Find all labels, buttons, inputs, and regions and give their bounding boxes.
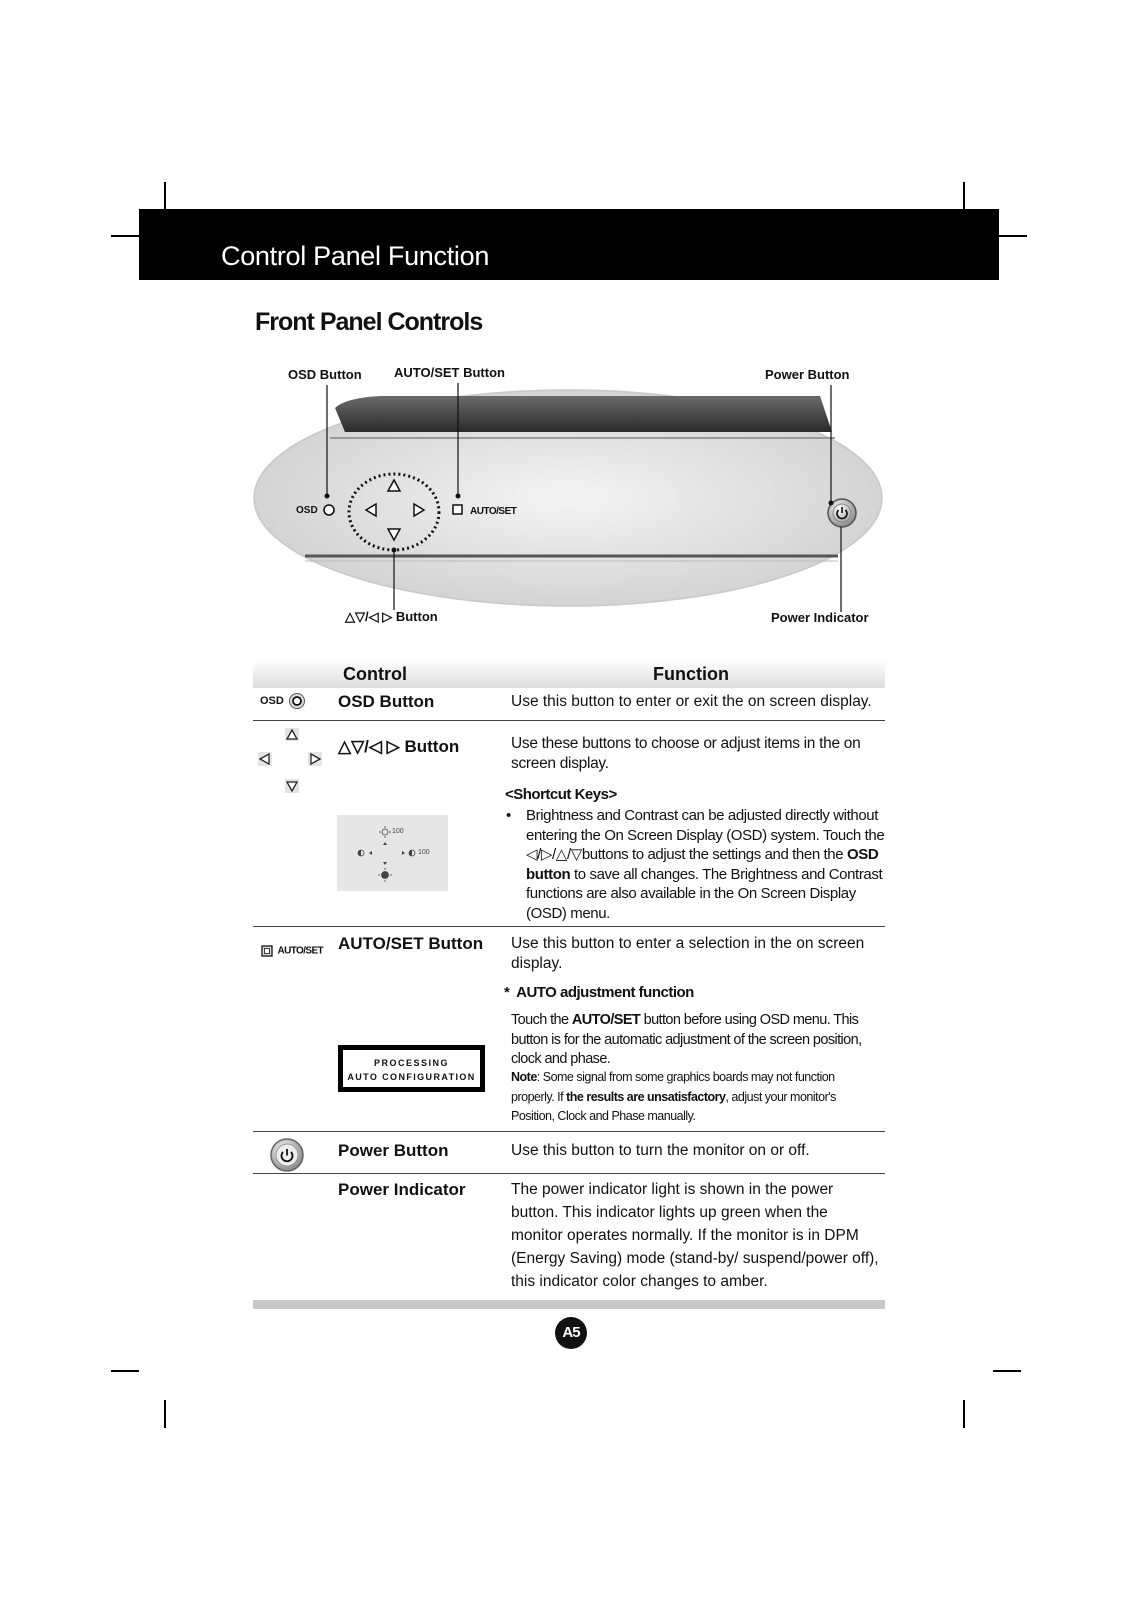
- section-title: Front Panel Controls: [255, 308, 483, 336]
- osd-button-callout: OSD Button: [288, 367, 362, 382]
- arrows-control-name: △▽/◁ ▷ Button: [338, 737, 460, 756]
- brightness-value: 100: [392, 828, 404, 835]
- control-column-header: Control: [343, 664, 407, 684]
- auto-configuration-label: AUTO CONFIGURATION: [347, 1072, 476, 1082]
- arrows-function-text: Use these buttons to choose or adjust items in the on screen display.: [511, 735, 861, 772]
- arrow-keys-icon: [256, 725, 330, 797]
- processing-label: PROCESSING: [373, 1058, 449, 1068]
- brightness-contrast-panel: [337, 815, 448, 891]
- power-function-text: Use this button to turn the monitor on or off.: [511, 1142, 810, 1159]
- shortcut-keys-bullet: [506, 806, 886, 923]
- note-text-bold: the results are unsatisfactory: [566, 1089, 726, 1104]
- note-text-part: : Some signal from some graphics boards may not function properly. If: [511, 1070, 835, 1104]
- row-divider: [253, 1131, 885, 1132]
- screen-bezel: [335, 396, 832, 432]
- power-indicator-function-text: The power indicator light is shown in the power button. This indicator lights up green when the monitor operates normally. If the monitor is in DPM (Energy Saving) mode (stand-by/ suspend/power off), this indicator color changes to amber.: [511, 1181, 879, 1290]
- auto-set-icon-label: AUTO/SET: [277, 945, 324, 957]
- bullet-mark: •: [506, 807, 511, 824]
- auto-set-row-icon: [261, 942, 323, 960]
- auto-text-bold: AUTO/SET: [571, 1012, 641, 1028]
- shortcut-keys-text: [526, 806, 886, 923]
- function-column-header: Function: [653, 664, 729, 684]
- power-control-name: Power Button: [338, 1141, 449, 1160]
- osd-button-icon: [288, 692, 306, 710]
- auto-text-part: button before using OSD menu. This button is for the automatic adjustment of the screen position, clock and phase.: [511, 1012, 862, 1067]
- osd-row-icon: [260, 692, 306, 710]
- osd-icon-label: OSD: [260, 695, 284, 707]
- auto-set-square: [453, 505, 462, 514]
- shortcut-text-part: Brightness and Contrast can be adjusted directly without entering the On Screen Display (OSD) system. Touch the ◁/▷/△/▽buttons to adjust the settings and then the: [526, 807, 885, 863]
- row-divider: [253, 720, 885, 721]
- shortcut-keys-title: <Shortcut Keys>: [505, 786, 617, 803]
- panel-auto-set-label: AUTO/SET: [470, 506, 517, 517]
- contrast-value: 100: [418, 849, 430, 856]
- row-divider: [253, 926, 885, 927]
- page-title: Control Panel Function: [221, 241, 490, 271]
- note-text-part: , adjust your monitor's Position, Clock and Phase manually.: [511, 1089, 836, 1123]
- osd-function-text: Use this button to enter or exit the on screen display.: [511, 693, 872, 710]
- osd-button-shape: [324, 505, 334, 515]
- row-divider: [253, 1173, 885, 1174]
- power-button-callout: Power Button: [765, 367, 850, 382]
- power-icon: [269, 1137, 305, 1173]
- auto-adjustment-text: [511, 1011, 866, 1070]
- shortcut-text-part: to save all changes. The Brightness and Contrast functions are also available in the On Screen Display (OSD) menu.: [526, 865, 883, 922]
- brightness-contrast-icons: [337, 815, 448, 891]
- auto-set-button-callout: AUTO/SET Button: [394, 365, 505, 380]
- auto-set-square-icon: [261, 945, 273, 957]
- processing-auto-configuration-box: [338, 1045, 485, 1092]
- power-indicator-callout: Power Indicator: [771, 610, 869, 625]
- processing-box-inner: [343, 1050, 480, 1087]
- auto-adjustment-note: [511, 1068, 871, 1127]
- auto-adjustment-title: * AUTO adjustment function: [504, 984, 694, 1001]
- table-bottom-bar: [253, 1300, 885, 1309]
- table-header: [253, 660, 885, 688]
- auto-set-control-name: AUTO/SET Button: [338, 934, 484, 953]
- auto-set-function-text: Use this button to enter a selection in the on screen display.: [511, 935, 865, 972]
- note-label: Note: [511, 1070, 537, 1084]
- page-number-badge: A5: [555, 1317, 587, 1349]
- shortcut-text-bold: OSD button: [526, 846, 879, 883]
- arrow-button-callout: △▽/◁ ▷ Button: [345, 609, 438, 624]
- auto-text-part: Touch the: [511, 1012, 572, 1028]
- panel-osd-label: OSD: [296, 505, 318, 516]
- power-indicator-control-name: Power Indicator: [338, 1180, 466, 1199]
- osd-control-name: OSD Button: [338, 692, 435, 711]
